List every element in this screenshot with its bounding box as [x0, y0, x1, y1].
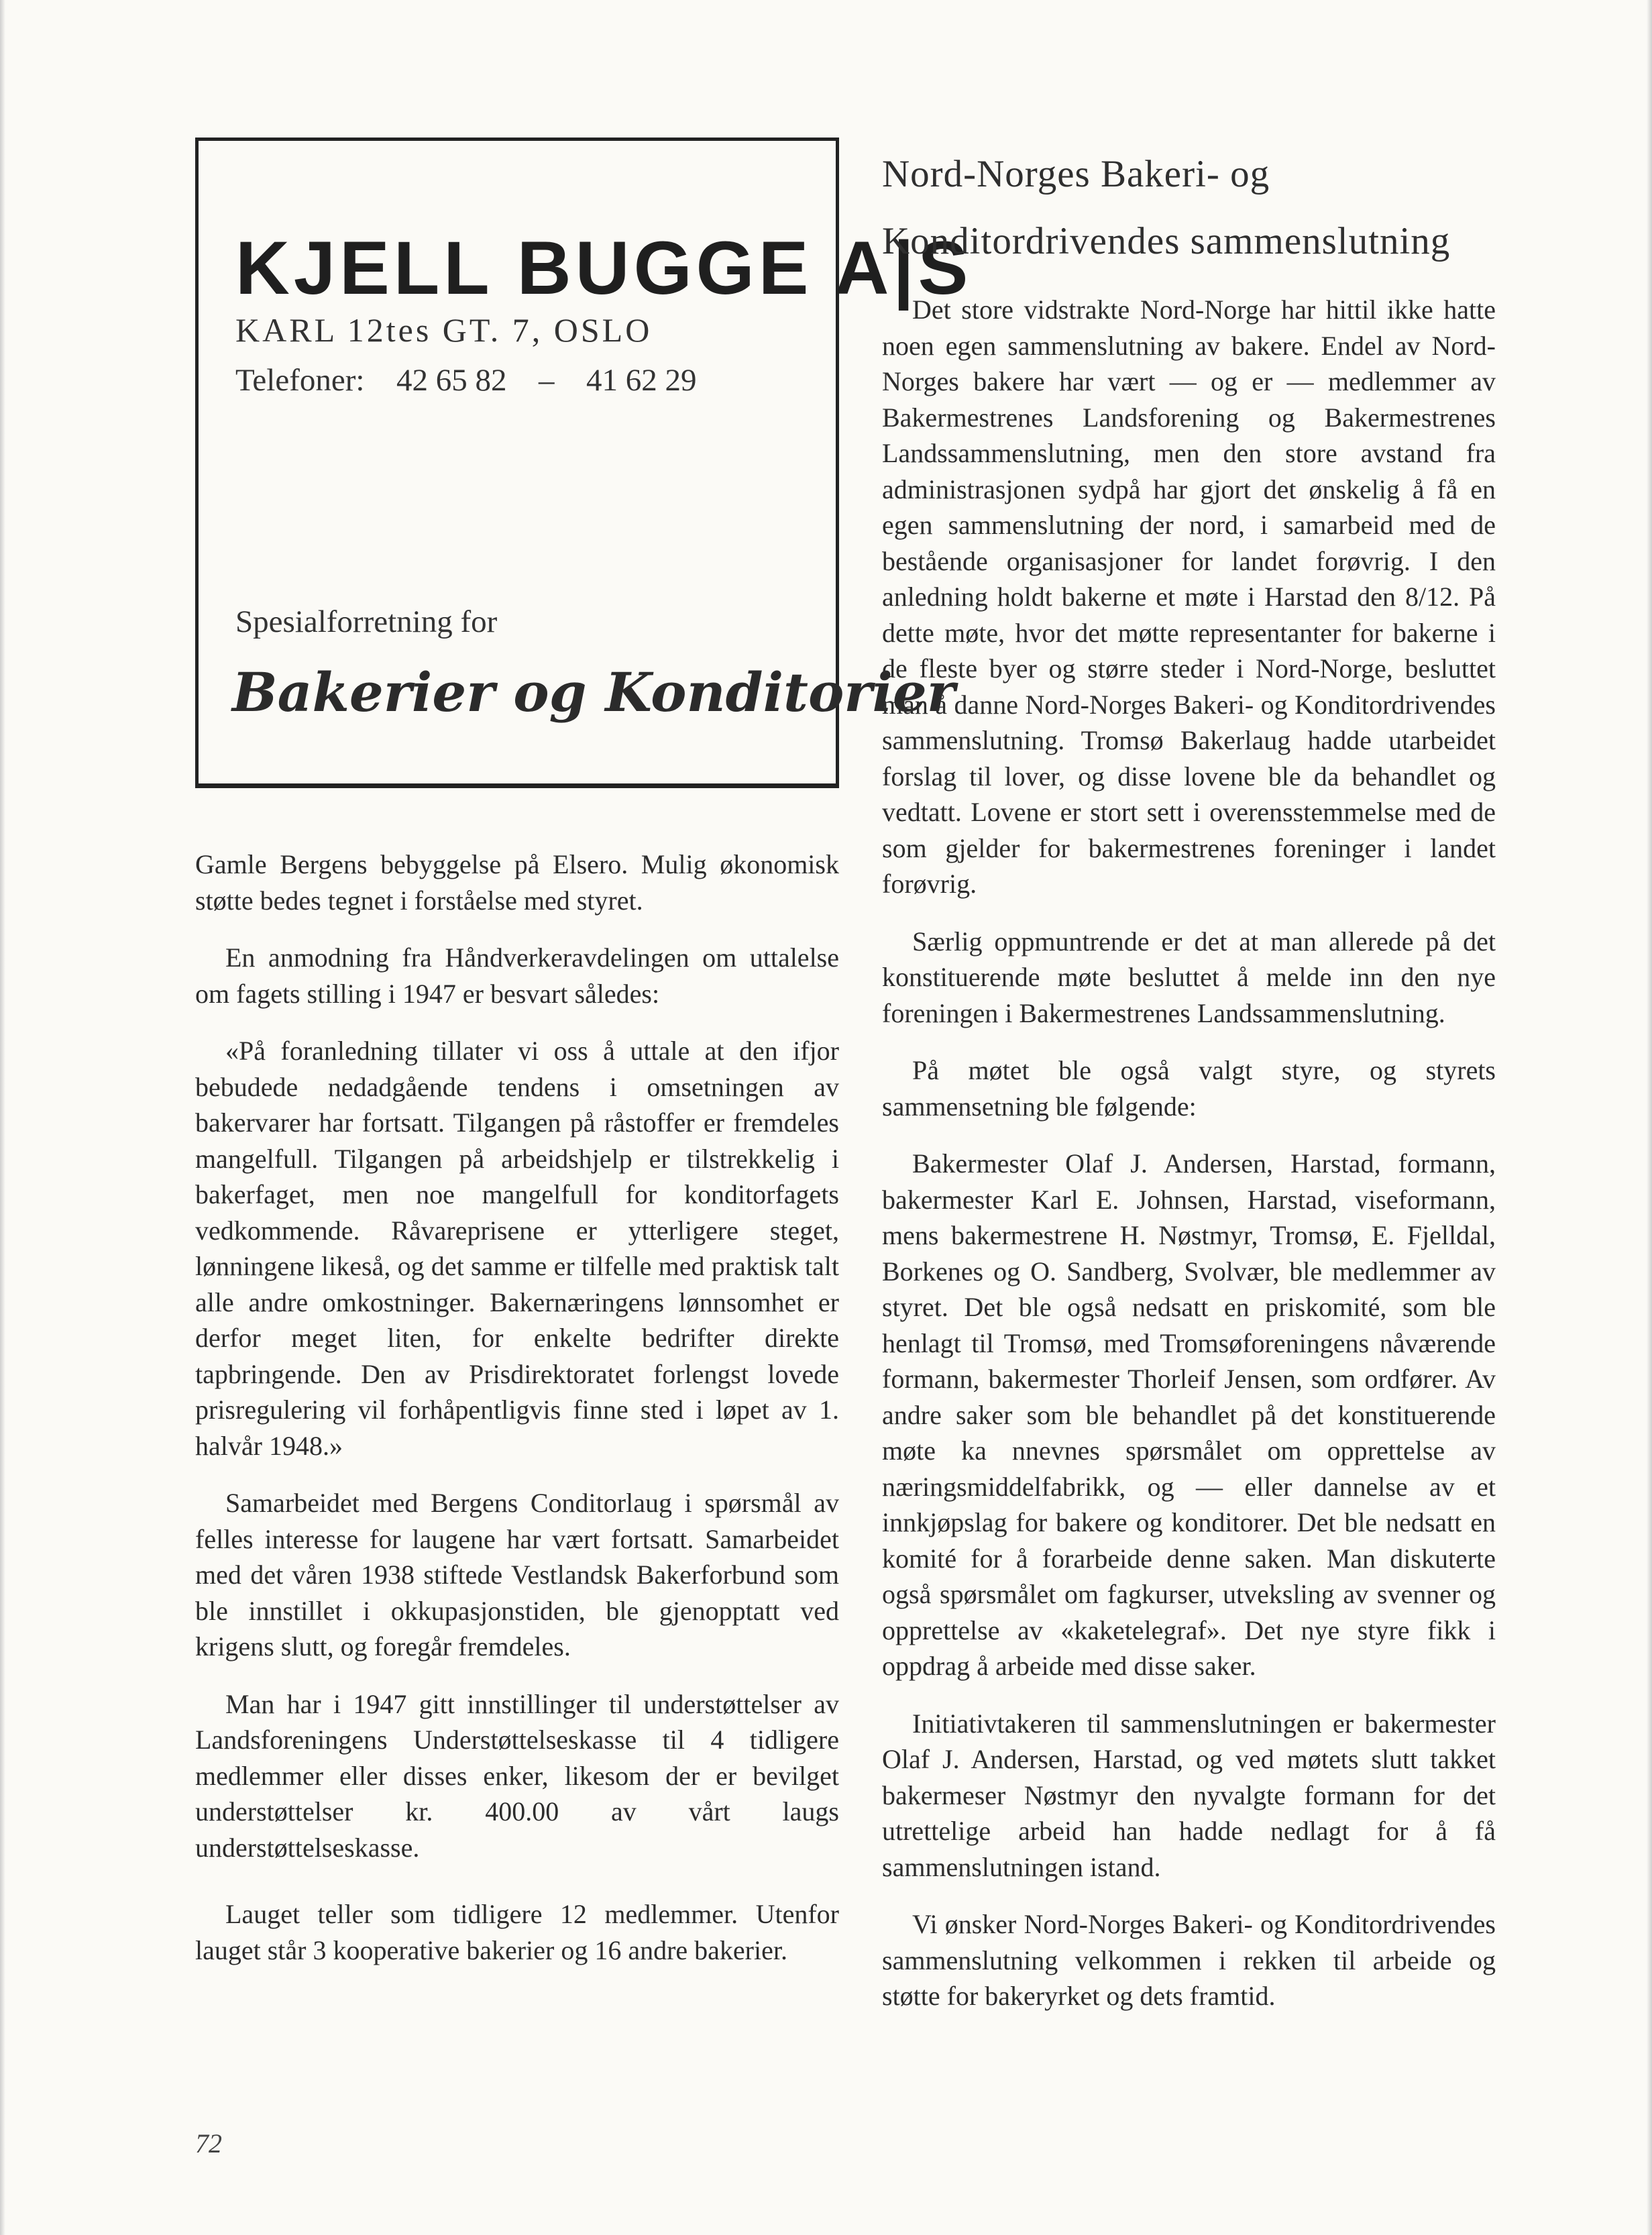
advert-address: KARL 12tes GT. 7, OSLO	[235, 311, 653, 349]
advert-box	[195, 138, 973, 788]
right-paragraph-3: På møtet ble også valgt styre, og styrets sammensetning ble følgende:	[882, 1055, 1496, 1122]
advert-phone-2: 41 62 29	[586, 363, 697, 398]
right-paragraph-6: Vi ønsker Nord-Norges Bakeri- og Konditordrivendes sammenslutning velkommen i rekken til arbeide og støtte for bakeryrket og dets framtid.	[882, 1909, 1496, 2011]
page-number: 72	[195, 2128, 222, 2159]
advert-phones-label: Telefoner:	[235, 363, 365, 398]
left-paragraph-1: Gamle Bergens bebyggelse på Elsero. Mulig økonomisk støtte bedes tegnet i forståelse med styret.	[195, 849, 839, 916]
left-paragraph-5: Man har i 1947 gitt innstillinger til understøttelser av Landsforeningens Understøttelseskasse til 4 tidligere medlemmer eller disses enker, likesom der er bevilget understøttelser kr. 400.00 av vårt laugs understøttelseskasse.	[195, 1688, 839, 1863]
advert-phone-separator: –	[538, 363, 555, 398]
right-column	[882, 292, 1496, 2036]
advert-specialty: Spesialforretning for	[235, 604, 498, 639]
article-title-line-1: Nord-Norges Bakeri- og	[882, 153, 1270, 195]
advert-specialty-script: Bakerier og Konditorier	[232, 661, 955, 724]
left-paragraph-4: Samarbeidet med Bergens Conditorlaug i spørsmål av felles interesse for laugene har vært fortsatt. Samarbeidet med det våren 1938 stiftede Vestlandsk Bakerforbund som ble innstillet i okkupasjonstiden, ble gjenopptatt ved krigens slutt, og foregår fremdeles.	[195, 1488, 839, 1661]
right-paragraph-2: Særlig oppmuntrende er det at man allerede på det konstituerende møte besluttet å melde inn den nye foreningen i Bakermestrenes Landssammenslutning.	[882, 926, 1496, 1028]
advert-company-name: KJELL BUGGE A|S	[235, 226, 973, 310]
advert-phones	[235, 362, 696, 398]
left-paragraph-3: «På foranledning tillater vi oss å uttale at den ifjor bebudede nedadgående tendens i omsetningen av bakervarer har fortsatt. Tilgangen på råstoffer er fremdeles mangelfull. Tilgangen på arbeidshjelp er tilstrekkelig i bakerfaget, men noe mangelfull for konditorfagets vedkommende. Råvareprisene er ytterligere steget, lønningene likeså, og det samme er tilfelle med praktisk talt alle andre omkostninger. Bakernæringens lønnsomhet er derfor meget liten, for enkelte bedrifter direkte tapbringende. Den av Prisdirektoratet forlengst lovede prisregulering vil forhåpentligvis finne sted i løpet av 1. halvår 1948.»	[195, 1036, 839, 1461]
article-title	[882, 141, 1526, 275]
right-paragraph-4: Bakermester Olaf J. Andersen, Harstad, formann, bakermester Karl E. Johnsen, Harstad, viseformann, mens bakermestrene H. Nøstmyr, Tromsø, E. Fjelldal, Borkenes og O. Sandberg, Svolvær, ble medlemmer av styret. Det ble også nedsatt en priskomité, som ble henlagt til Tromsø, med Tromsøforeningens nåværende formann, bakermester Thorleif Jensen, som ordfører. Av andre saker som ble behandlet på det konstituerende møte ka nnevnes spørsmålet om opprettelse av næringsmiddelfabrikk, og — eller dannelse av et innkjøpslag for bakere og konditorer. Det ble nedsatt en komité for å forarbeide denne saken. Man diskuterte også spørsmålet om fagkurser, utveksling av svenner og opprettelse av «kaketelegraf». Det nye styre fikk i oppdrag å arbeide med disse saker.	[882, 1148, 1496, 1681]
left-column	[195, 847, 839, 1989]
article-title-line-2: Konditordrivendes sammenslutning	[882, 220, 1451, 262]
page-edge-left	[0, 0, 5, 2235]
advert-phone-1: 42 65 82	[396, 363, 507, 398]
left-paragraph-6: Lauget teller som tidligere 12 medlemmer. Utenfor lauget står 3 kooperative bakerier og 16 andre bakerier.	[195, 1899, 839, 1965]
right-paragraph-1: Det store vidstrakte Nord-Norge har hittil ikke hatte noen egen sammenslutning av bakere. Endel av Nord-Norges bakere har vært — og er — medlemmer av Bakermestrenes Landsforening og Bakermestrenes Landssammenslutning, men den store avstand fra administrasjonen sydpå har gjort det ønskelig å få en egen sammenslutning der nord, i samarbeid med de bestående organisasjoner for landet forøvrig. I den anledning holdt bakerne et møte i Harstad den 8/12. På dette møte, hvor det møtte representanter for bakerne i de fleste byer og større steder i Nord-Norge, besluttet man å danne Nord-Norges Bakeri- og Konditordrivendes sammenslutning. Tromsø Bakerlaug hadde utarbeidet forslag til lover, og disse lovene ble da behandlet og vedtatt. Lovene er stort sett i overensstemmelse med de som gjelder for bakermestrenes foreninger i landet forøvrig.	[882, 294, 1496, 899]
advert-bottom-rule	[195, 783, 839, 788]
left-paragraph-2: En anmodning fra Håndverkeravdelingen om uttalelse om fagets stilling i 1947 er besvart således:	[195, 942, 839, 1009]
page-edge-right	[1647, 0, 1652, 2235]
right-paragraph-5: Initiativtakeren til sammenslutningen er bakermester Olaf J. Andersen, Harstad, og ved møtets slutt takket bakermeser Nøstmyr den nyvalgte formann for det utrettelige arbeid han hadde nedlagt for å få sammenslutningen istand.	[882, 1708, 1496, 1882]
